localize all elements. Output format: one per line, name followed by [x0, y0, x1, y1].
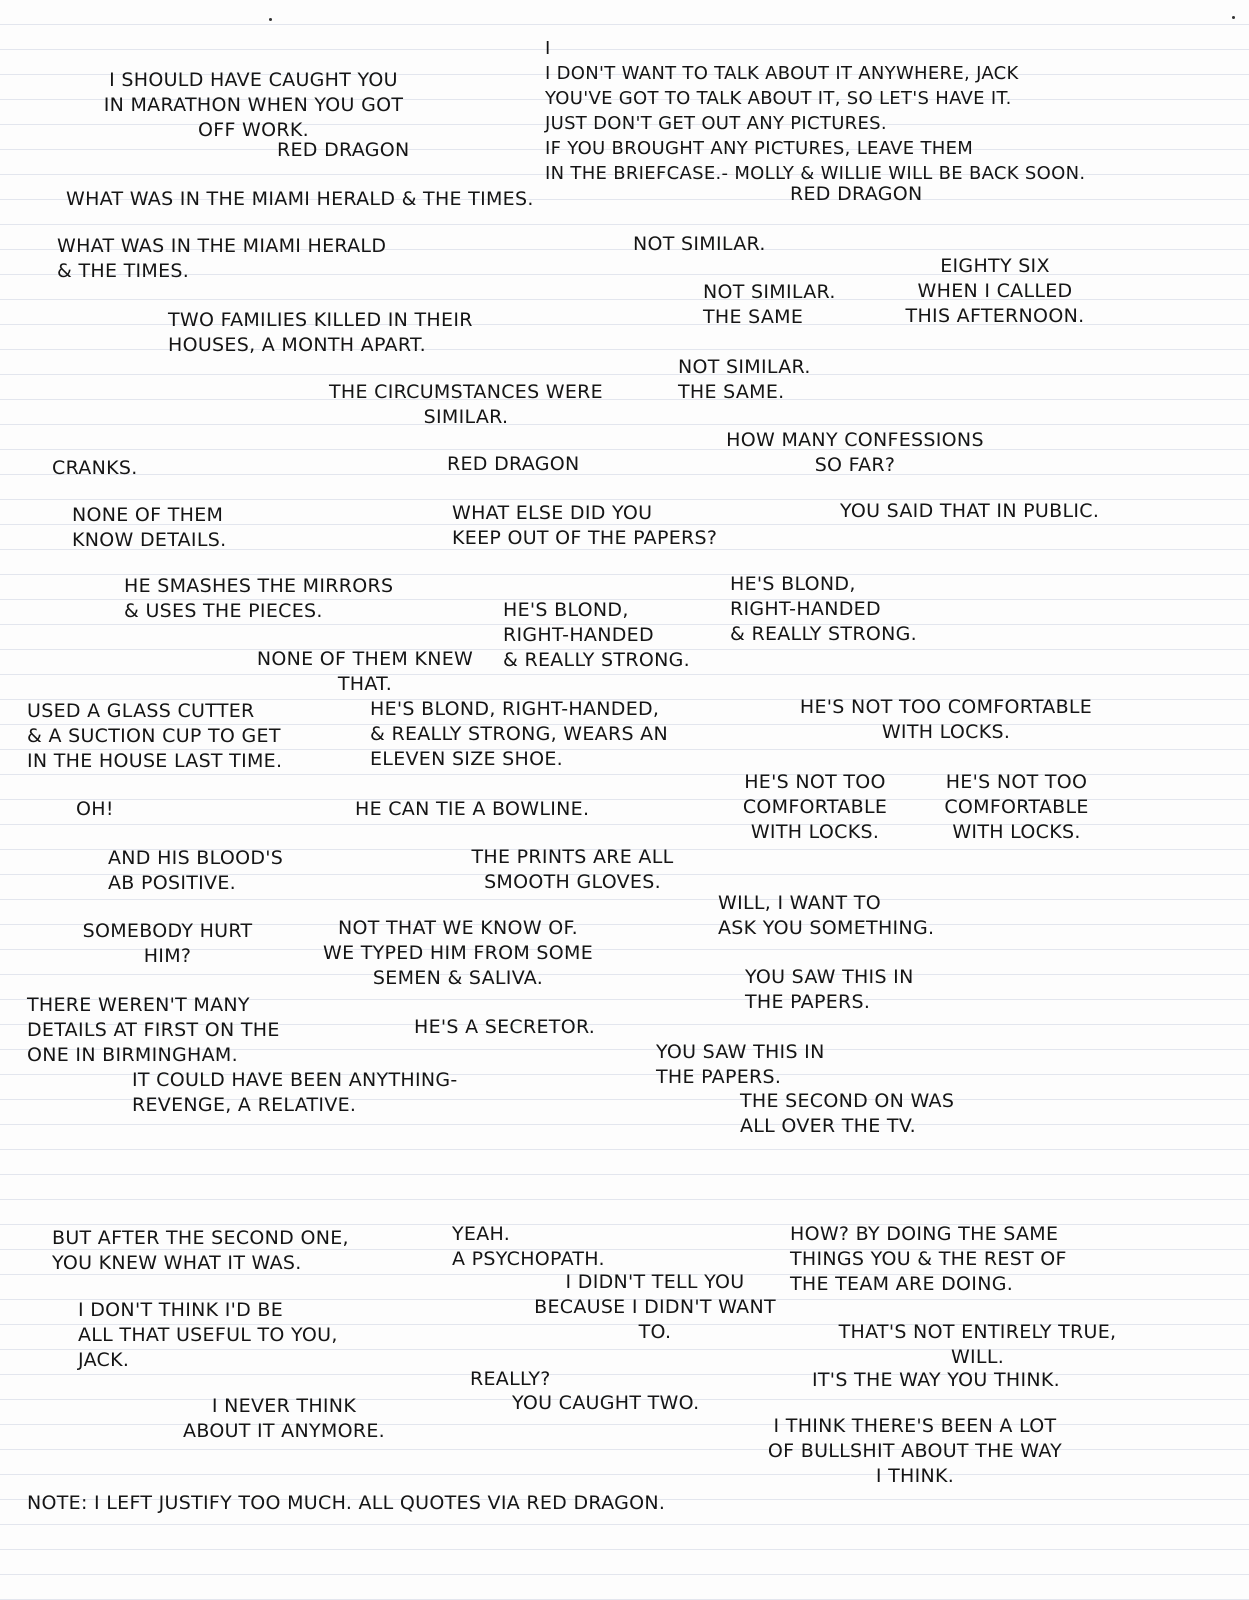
text-block: RED DRAGON	[790, 183, 923, 205]
text-block: RED DRAGON	[277, 139, 410, 161]
text-block: HE'S A SECRETOR.	[414, 1016, 596, 1038]
text-block: I DIDN'T TELL YOU BECAUSE I DIDN'T WANT TO.	[534, 1271, 776, 1343]
text-block: I DON'T THINK I'D BE ALL THAT USEFUL TO YOU, JACK.	[78, 1299, 338, 1371]
text-block: WHAT WAS IN THE MIAMI HERALD & THE TIMES.	[57, 235, 387, 282]
text-block: THE SECOND ON WAS ALL OVER THE TV.	[740, 1090, 955, 1137]
text-block: HE'S NOT TOO COMFORTABLE WITH LOCKS.	[944, 771, 1089, 843]
text-block: CRANKS.	[52, 457, 138, 479]
text-block: THE CIRCUMSTANCES WERE SIMILAR.	[328, 381, 603, 428]
text-block: THE PRINTS ARE ALL SMOOTH GLOVES.	[471, 846, 674, 893]
text-block: HE'S NOT TOO COMFORTABLE WITH LOCKS.	[799, 696, 1093, 743]
text-block: HE CAN TIE A BOWLINE.	[355, 798, 590, 820]
text-block: IT'S THE WAY YOU THINK.	[812, 1369, 1060, 1391]
text-block: YEAH. A PSYCHOPATH.	[452, 1223, 605, 1270]
text-block: HE'S BLOND, RIGHT-HANDED & REALLY STRONG.	[730, 573, 917, 645]
text-block: AND HIS BLOOD'S AB POSITIVE.	[108, 847, 284, 894]
text-block: HE SMASHES THE MIRRORS & USES THE PIECES.	[124, 575, 394, 622]
text-block: I NEVER THINK ABOUT IT ANYMORE.	[183, 1395, 385, 1442]
text-block: YOU SAW THIS IN THE PAPERS.	[745, 966, 914, 1013]
ink-speck	[1232, 16, 1235, 19]
footnote: NOTE: I LEFT JUSTIFY TOO MUCH. ALL QUOTES VIA RED DRAGON.	[27, 1492, 666, 1514]
text-block: WHAT ELSE DID YOU KEEP OUT OF THE PAPERS?	[452, 502, 718, 549]
text-block: YOU SAW THIS IN THE PAPERS.	[656, 1041, 825, 1088]
text-block: REALLY?	[470, 1368, 551, 1390]
text-block: HOW? BY DOING THE SAME THINGS YOU & THE REST OF THE TEAM ARE DOING.	[790, 1223, 1067, 1295]
text-block: SOMEBODY HURT HIM?	[82, 920, 253, 967]
text-block: NOT SIMILAR. THE SAME.	[678, 356, 811, 403]
text-block: OH!	[76, 798, 114, 820]
text-block: YOU CAUGHT TWO.	[512, 1392, 700, 1414]
ink-speck	[269, 18, 272, 21]
text-block: NONE OF THEM KNEW THAT.	[256, 648, 474, 695]
text-block: THAT'S NOT ENTIRELY TRUE, WILL.	[838, 1321, 1117, 1368]
text-block: HE'S NOT TOO COMFORTABLE WITH LOCKS.	[742, 771, 888, 843]
text-block: EIGHTY SIX WHEN I CALLED THIS AFTERNOON.	[905, 255, 1085, 327]
text-block: TWO FAMILIES KILLED IN THEIR HOUSES, A MONTH APART.	[168, 309, 473, 356]
text-block: USED A GLASS CUTTER & A SUCTION CUP TO GET IN THE HOUSE LAST TIME.	[27, 700, 283, 772]
text-block: WILL, I WANT TO ASK YOU SOMETHING.	[718, 892, 935, 939]
text-block: NONE OF THEM KNOW DETAILS.	[72, 504, 227, 551]
text-block: NOT THAT WE KNOW OF. WE TYPED HIM FROM SOME SEMEN & SALIVA.	[322, 917, 594, 989]
text-block: BUT AFTER THE SECOND ONE, YOU KNEW WHAT IT WAS.	[52, 1227, 349, 1274]
text-block: HE'S BLOND, RIGHT-HANDED & REALLY STRONG.	[503, 599, 690, 671]
text-block: RED DRAGON	[447, 453, 580, 475]
text-block: WHAT WAS IN THE MIAMI HERALD & THE TIMES.	[66, 188, 534, 210]
text-block: YOU SAID THAT IN PUBLIC.	[840, 500, 1100, 522]
text-block: IT COULD HAVE BEEN ANYTHING- REVENGE, A RELATIVE.	[132, 1069, 458, 1116]
text-block: HE'S BLOND, RIGHT-HANDED, & REALLY STRONG, WEARS AN ELEVEN SIZE SHOE.	[370, 698, 668, 770]
text-block: I THINK THERE'S BEEN A LOT OF BULLSHIT ABOUT THE WAY I THINK.	[767, 1415, 1063, 1487]
text-block: THERE WEREN'T MANY DETAILS AT FIRST ON THE ONE IN BIRMINGHAM.	[27, 994, 280, 1066]
text-block: I SHOULD HAVE CAUGHT YOU IN MARATHON WHEN YOU GOT OFF WORK.	[103, 69, 404, 141]
text-block: NOT SIMILAR. THE SAME	[703, 281, 836, 328]
text-block: NOT SIMILAR.	[633, 233, 766, 255]
text-block: HOW MANY CONFESSIONS SO FAR?	[726, 429, 984, 476]
text-block: I I DON'T WANT TO TALK ABOUT IT ANYWHERE, JACK YOU'VE GOT TO TALK ABOUT IT, SO LET'S HAVE IT. JUST DON'T GET OUT ANY PICTURES. IF YOU BROUGHT ANY PICTURES, LEAVE THEM IN THE BRIEFCASE.- MOLLY & WILLIE WILL BE BACK SOON.	[545, 38, 1086, 184]
